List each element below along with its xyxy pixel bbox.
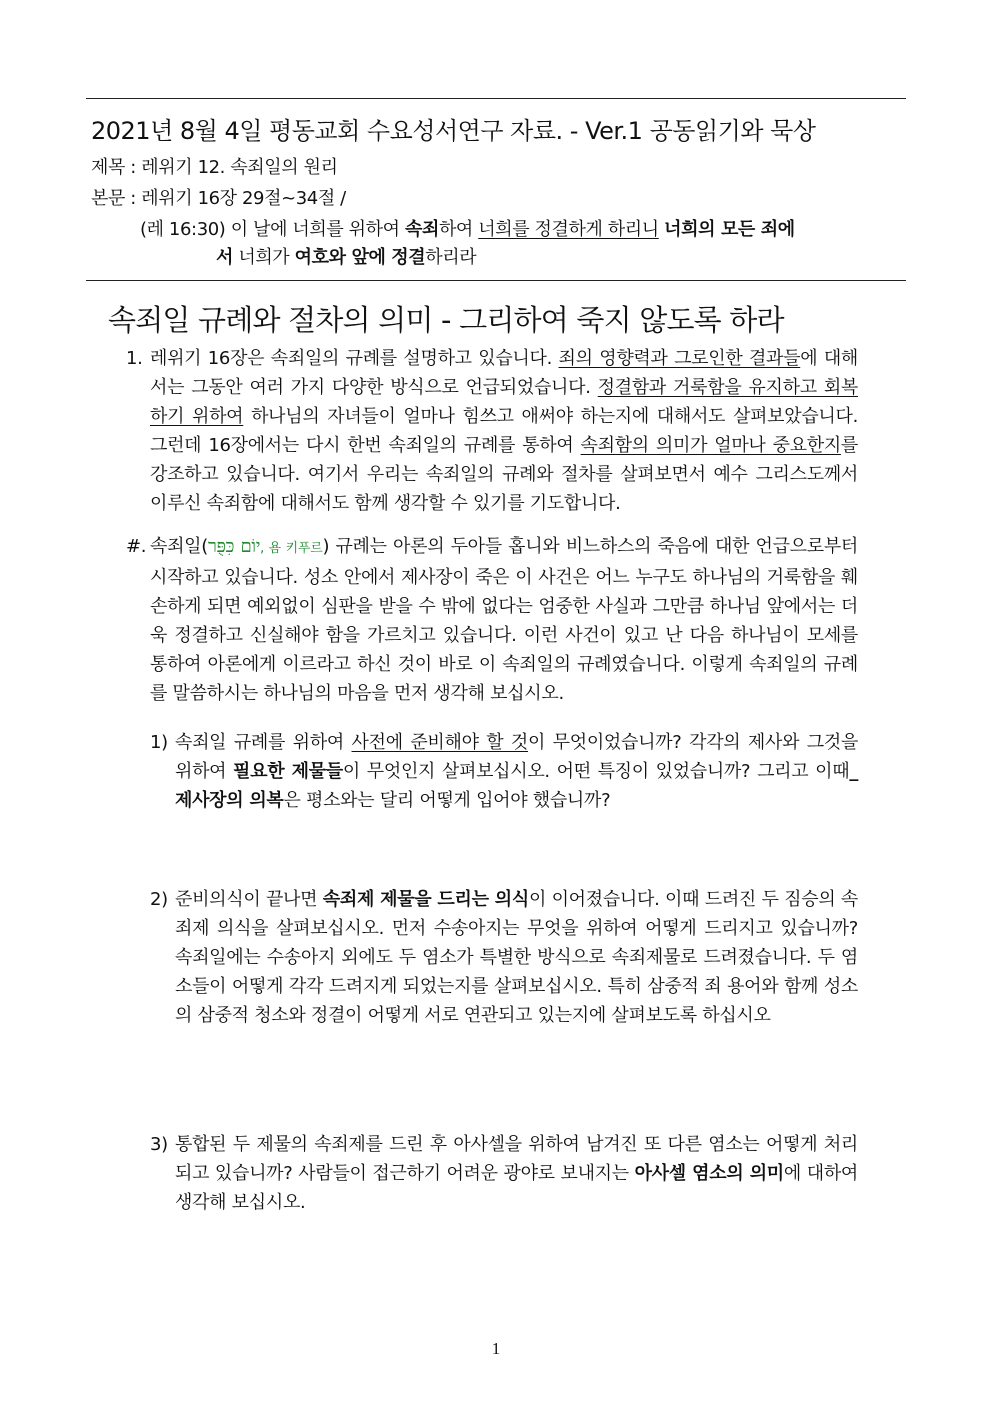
header-bottom-rule [86, 280, 906, 281]
question-1: 1) 속죄일 규례를 위하여 사전에 준비해야 할 것이 무엇이었습니까? 각각의 제사와 그것을 위하여 필요한 제물들이 무엇인지 살펴보십시오. 어떤 특징이 있었습니까? 그리고 이때_제사장의 의복은 평소와는 달리 어떻게 입어야 했습니까? [150, 728, 858, 815]
background-note: #. 속죄일(יוֹם כִּפֻּר, 욤 키푸르) 규례는 아론의 두아들 홉니와 비느하스의 죽음에 대한 언급으로부터 시작하고 있습니다. 성소 안에서 제사장이 죽은 이 사건은 어느 누구도 하나님의 거룩함을 훼손하게 되면 예외없이 심판을 받을 수 밖에 없다는 엄중한 사실과 그만큼 하나님 앞에서는 더욱 정결하고 신실해야 함을 가르치고 있습니다. 이런 사건이 있고 난 다음 하나님이 모세를 통하여 아론에게 이르라고 하신 것이 바로 이 속죄일의 규례였습니다. 이렇게 속죄일의 규례를 말씀하시는 하나님의 마음을 먼저 생각해 보십시오. [126, 532, 858, 708]
scripture-line: 본문 : 레위기 16장 29절~34절 / [91, 188, 346, 209]
question-2-number: 2) [150, 889, 168, 910]
section-title: 속죄일 규례와 절차의 의미 - 그리하여 죽지 않도록 하라 [108, 303, 784, 337]
hebrew-term: יוֹם כִּפֻּר [208, 536, 261, 557]
question-2: 2) 준비의식이 끝나면 속죄제 제물을 드리는 의식이 이어졌습니다. 이때 드려진 두 짐승의 속죄제 의식을 살펴보십시오. 먼저 수송아지는 무엇을 위하여 어떻게 드리지고 있습니까? 속죄일에는 수송아지 외에도 두 염소가 특별한 방식으로 속죄제물로 드려졌습니다. 두 염소들이 어떻게 각각 드려지게 되었는지를 살펴보십시오. 특히 삼중적 죄 용어와 함께 성소의 삼중적 청소와 정결이 어떻게 서로 연관되고 있는지에 살펴보도록 하십시오 [150, 885, 858, 1030]
top-rule [86, 98, 906, 99]
question-3: 3) 통합된 두 제물의 속죄제를 드린 후 아사셀을 위하여 남겨진 또 다른 염소는 어떻게 처리되고 있습니까? 사람들이 접근하기 어려운 광야로 보내지는 아사셀 염소의 의미에 대하여 생각해 보십시오. [150, 1130, 858, 1217]
note-mark: #. [126, 536, 147, 557]
key-verse: (레 16:30) 이 날에 너희를 위하여 속죄하여 너희를 정결하게 하리니 너희의 모든 죄에 서 너희가 여호와 앞에 정결하리라 [140, 219, 795, 268]
document-title: 2021년 8월 4일 평동교회 수요성서연구 자료. - Ver.1 공동읽기와 묵상 [91, 117, 816, 145]
question-3-number: 3) [150, 1134, 168, 1155]
subject-line: 제목 : 레위기 12. 속죄일의 원리 [91, 157, 338, 178]
verse-ref: (레 16:30) [140, 219, 226, 240]
point-1: 1. 레위기 16장은 속죄일의 규례를 설명하고 있습니다. 죄의 영향력과 그로인한 결과들에 대해서는 그동안 여러 가지 다양한 방식으로 언급되었습니다. 정결함과 거룩함을 유지하고 회복하기 위하여 하나님의 자녀들이 얼마나 힘쓰고 애써야 하는지에 대해서도 살펴보았습니다. 그런데 16장에서는 다시 한번 속죄일의 규례를 통하여 속죄함의 의미가 얼마나 중요한지를 강조하고 있습니다. 여기서 우리는 속죄일의 규례와 절차를 살펴보면서 예수 그리스도께서 이루신 속죄함에 대해서도 함께 생각할 수 있기를 기도합니다. [126, 344, 858, 518]
page-number: 1 [491, 1339, 501, 1358]
hebrew-transliteration: , 욤 키푸르 [260, 541, 323, 556]
point-1-number: 1. [126, 348, 143, 369]
question-1-number: 1) [150, 732, 168, 753]
